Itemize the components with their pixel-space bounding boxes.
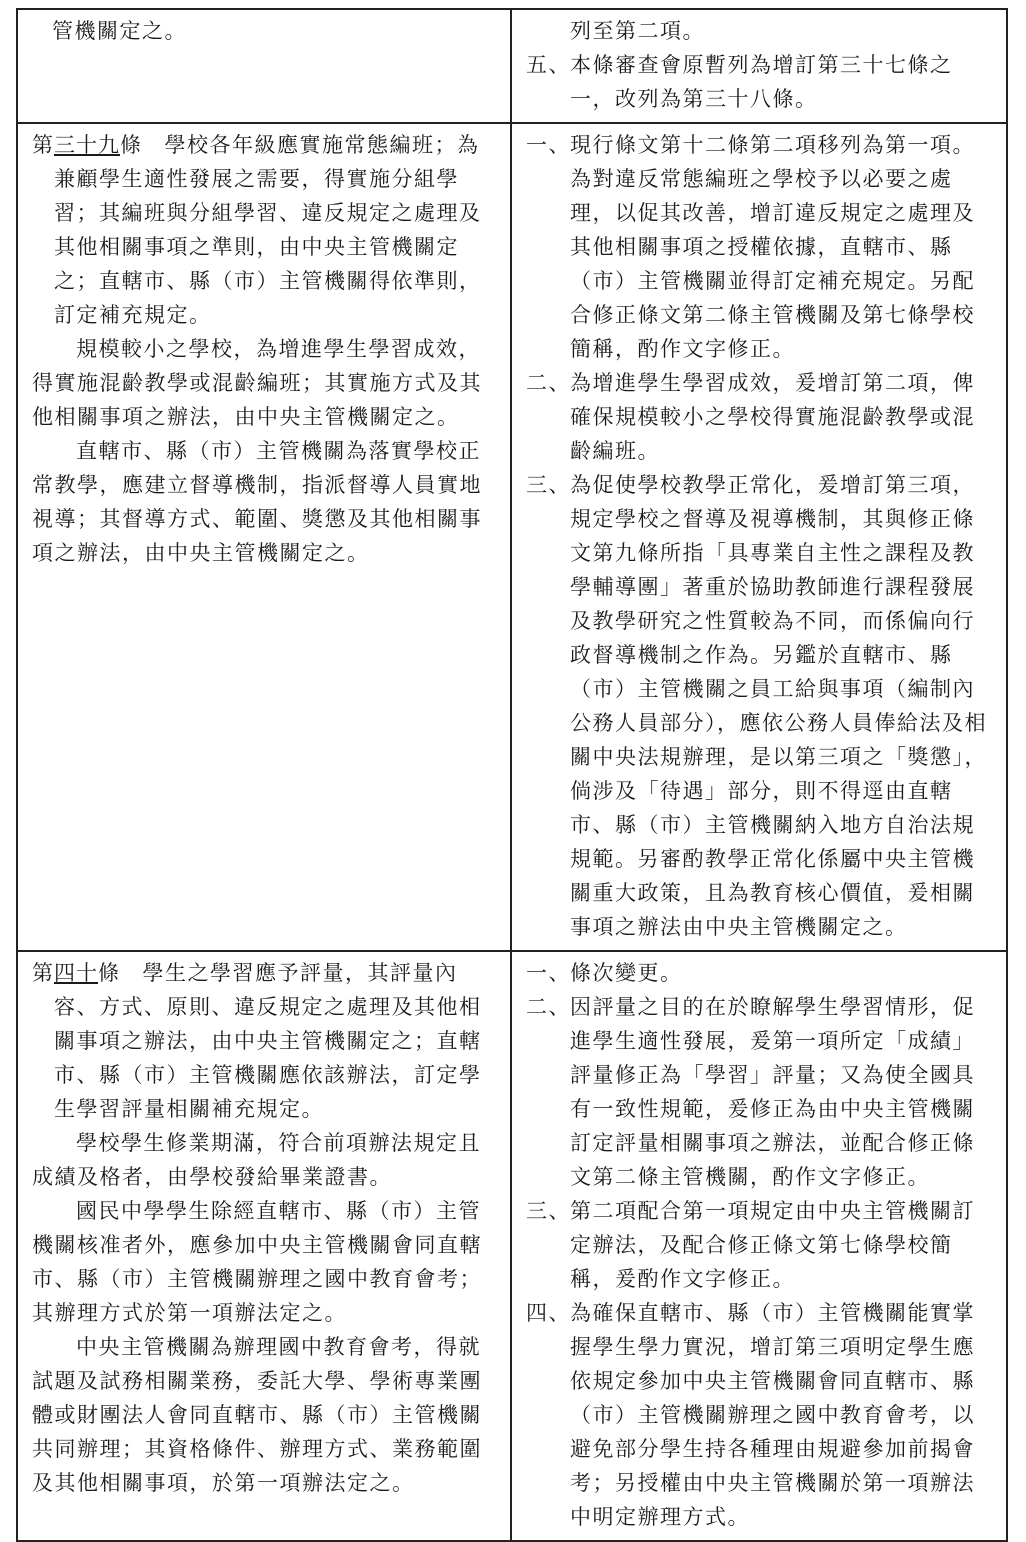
article-title: 第四十條: [32, 961, 120, 985]
item-number: 四、: [526, 1301, 571, 1325]
table-row: [17, 951, 1007, 1541]
list-item: [526, 48, 996, 116]
article-cell: [17, 123, 511, 951]
article-title: 第三十九條: [32, 133, 142, 157]
paragraph-text: 國民中學學生除經直轄市、縣（市）主管機關核准者外，應參加中央主管機關會同直轄市、縣（市）主管機關辦理之國中教育會考；其辦理方式於第一項辦法定之。: [32, 1199, 482, 1325]
list-item: [526, 990, 996, 1194]
article-cell: [17, 9, 511, 123]
list-item: [526, 128, 996, 366]
article-cell: [17, 951, 511, 1541]
list-item: [526, 1296, 996, 1534]
paragraph-text: 學校各年級應實施常態編班；為兼顧學生適性發展之需要，得實施分組學習；其編班與分組學習、違反規定之處理及其他相關事項之準則，由中央主管機關定之；直轄市、縣（市）主管機關得依準則，訂定補充規定。: [54, 133, 482, 327]
paragraph-text: 中央主管機關為辦理國中教育會考，得就試題及試務相關業務，委託大學、學術專業團體或財團法人會同直轄市、縣（市）主管機關共同辦理；其資格條件、辦理方式、業務範圍及其他相關事項，於第一項辦法定之。: [32, 1335, 482, 1495]
item-text: 現行條文第十二條第二項移列為第一項。為對違反常態編班之學校予以必要之處理，以促其改善，增訂違反規定之處理及其他相關事項之授權依據，直轄市、縣（市）主管機關並得訂定補充規定。另配合修正條文第二條主管機關及第七條學校簡稱，酌作文字修正。: [570, 133, 975, 361]
item-number: 一、: [526, 133, 571, 157]
item-number: 二、: [526, 995, 571, 1019]
comparison-table: [16, 8, 1008, 1542]
item-number: 二、: [526, 371, 571, 395]
continuation-text: 管機關定之。: [52, 19, 187, 43]
item-text: 為增進學生學習成效，爰增訂第二項，俾確保規模較小之學校得實施混齡教學或混齡編班。: [570, 371, 975, 463]
list-item: [526, 366, 996, 468]
list-item: [526, 1194, 996, 1296]
article-first-paragraph: [32, 128, 500, 332]
explanation-list: [526, 48, 996, 116]
item-text: 為促使學校教學正常化，爰增訂第三項，規定學校之督導及視導機制，其與修正條文第九條所指「具專業自主性之課程及教學輔導團」著重於協助教師進行課程發展及教學研究之性質較為不同，而係偏向行政督導機制之作為。另鑑於直轄市、縣（市）主管機關之員工給與事項（編制內公務人員部分），應依公務人員俸給法及相關中央法規辦理，是以第三項之「獎懲」，倘涉及「待遇」部分，則不得逕由直轄市、縣（市）主管機關納入地方自治法規規範。另審酌教學正常化係屬中央主管機關重大政策，且為教育核心價值，爰相關事項之辦法由中央主管機關定之。: [570, 473, 987, 939]
table-row: [17, 9, 1007, 123]
explanation-cell: [511, 123, 1007, 951]
explanation-cell: [511, 951, 1007, 1541]
paragraph-text: 學校學生修業期滿，符合前項辦法規定且成績及格者，由學校發給畢業證書。: [32, 1131, 481, 1189]
item-text: 第二項配合第一項規定由中央主管機關訂定辦法，及配合修正條文第七條學校簡稱，爰酌作文字修正。: [570, 1199, 975, 1291]
item-number: 五、: [526, 53, 571, 77]
explanation-list: [526, 956, 996, 1534]
continuation-text: 列至第二項。: [570, 19, 705, 43]
list-item: [526, 468, 996, 944]
paragraph-text: 直轄市、縣（市）主管機關為落實學校正常教學，應建立督導機制，指派督導人員實地視導；其督導方式、範圍、獎懲及其他相關事項之辦法，由中央主管機關定之。: [32, 439, 482, 565]
item-number: 三、: [526, 1199, 571, 1223]
paragraph-text: 規模較小之學校，為增進學生學習成效，得實施混齡教學或混齡編班；其實施方式及其他相關事項之辦法，由中央主管機關定之。: [32, 337, 482, 429]
explanation-list: [526, 128, 996, 944]
table-row: [17, 123, 1007, 951]
item-number: 一、: [526, 961, 571, 985]
list-item: [526, 956, 996, 990]
paragraph-text: 學生之學習應予評量，其評量內容、方式、原則、違反規定之處理及其他相關事項之辦法，由中央主管機關定之；直轄市、縣（市）主管機關應依該辦法，訂定學生學習評量相關補充規定。: [54, 961, 482, 1121]
item-text: 為確保直轄市、縣（市）主管機關能實掌握學生學力實況，增訂第三項明定學生應依規定參加中央主管機關會同直轄市、縣（市）主管機關辦理之國中教育會考，以避免部分學生持各種理由規避參加前揭會考；另授權由中央主管機關於第一項辦法中明定辦理方式。: [570, 1301, 975, 1529]
article-number: 四十: [54, 961, 98, 985]
explanation-cell: [511, 9, 1007, 123]
item-number: 三、: [526, 473, 571, 497]
article-first-paragraph: [32, 956, 500, 1126]
article-number: 三十九: [54, 133, 120, 157]
item-text: 條次變更。: [570, 961, 683, 985]
item-text: 本條審查會原暫列為增訂第三十七條之一，改列為第三十八條。: [570, 53, 953, 111]
item-text: 因評量之目的在於瞭解學生學習情形，促進學生適性發展，爰第一項所定「成績」評量修正為「學習」評量；又為使全國具有一致性規範，爰修正為由中央主管機關訂定評量相關事項之辦法，並配合修正條文第二條主管機關，酌作文字修正。: [570, 995, 975, 1189]
